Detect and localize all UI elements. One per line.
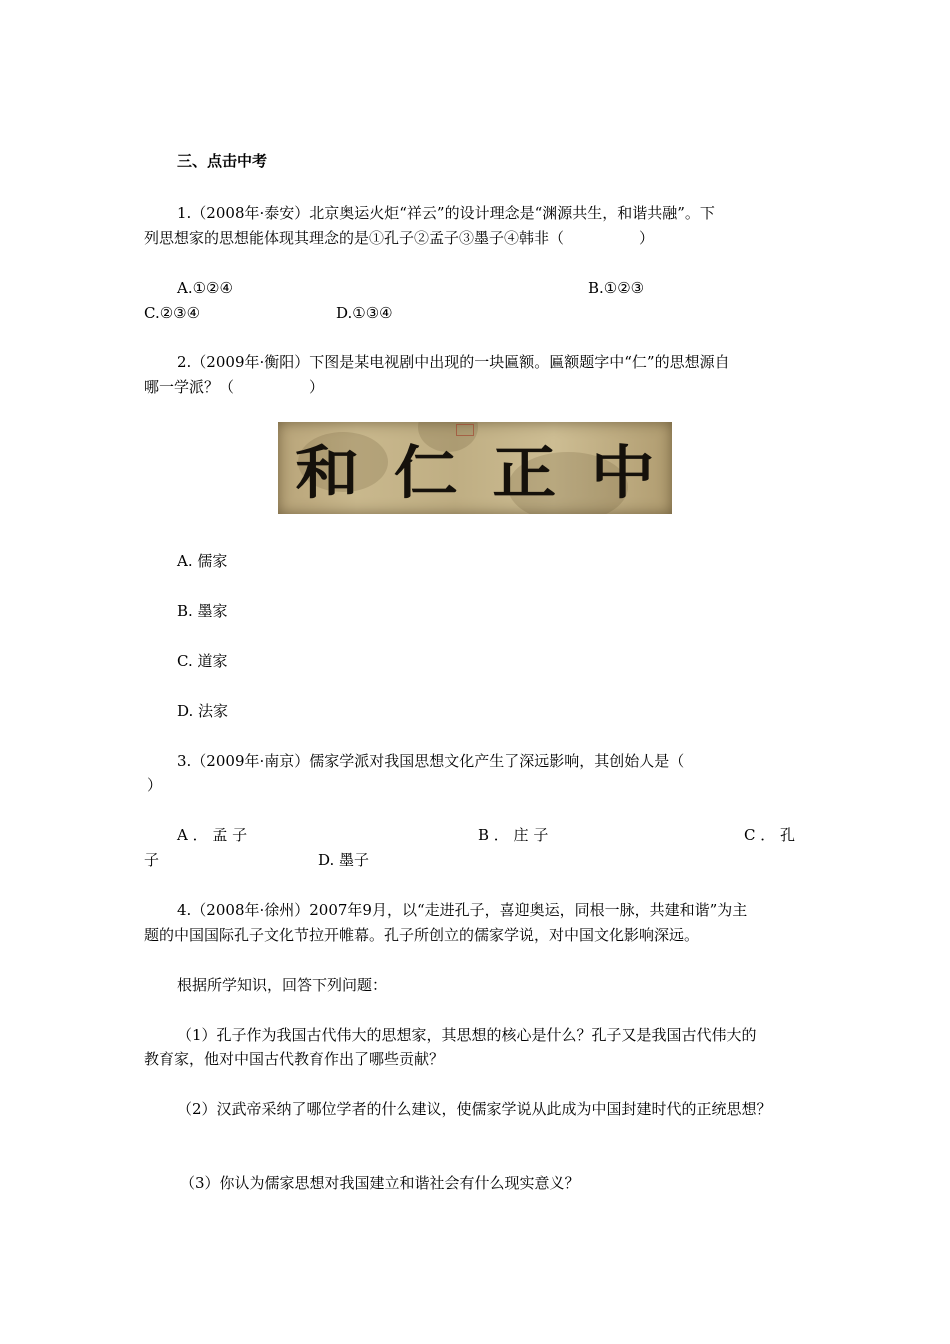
plaque-char-1: 和 — [295, 439, 360, 507]
q4-sub3: （3）你认为儒家思想对我国建立和谐社会有什么现实意义？ — [180, 1174, 580, 1192]
q4-stem-line1: 4.（2008年·徐州）2007年9月，以“走进孔子，喜迎奥运，同根一脉，共建和谐”为主 — [177, 901, 748, 919]
q4-sub1-line1: （1）孔子作为我国古代伟大的思想家，其思想的核心是什么？孔子又是我国古代伟大的 — [177, 1026, 757, 1044]
q3-option-c-cont: 子 — [144, 851, 160, 869]
q2-option-d: D. 法家 — [177, 702, 229, 720]
plaque-char-4: 中 — [590, 439, 655, 507]
q1-option-d: D.①③④ — [336, 304, 393, 322]
q2-stem-line2: 哪一学派？（ ） — [144, 378, 325, 396]
q3-stem-line2: ） — [147, 776, 163, 794]
q4-sub1-line2: 教育家，他对中国古代教育作出了哪些贡献？ — [144, 1050, 445, 1068]
section-title: 三、点击中考 — [177, 152, 268, 170]
q4-stem-line2: 题的中国国际孔子文化节拉开帷幕。孔子所创立的儒家学说，对中国文化影响深远。 — [144, 926, 700, 944]
q3-option-b: B ． 庄 子 — [478, 826, 549, 844]
q1-option-b: B.①②③ — [588, 279, 645, 297]
q1-option-c: C.②③④ — [144, 304, 201, 322]
q2-option-b: B. 墨家 — [177, 602, 228, 620]
q1-stem-line1: 1.（2008年·泰安）北京奥运火炬“祥云”的设计理念是“渊源共生，和谐共融”。下 — [177, 204, 715, 222]
plaque-char-2: 仁 — [393, 439, 458, 507]
q1-option-a: A.①②④ — [177, 279, 233, 297]
plaque-image — [278, 422, 672, 514]
q2-option-a: A. 儒家 — [177, 552, 228, 570]
q2-option-c: C. 道家 — [177, 652, 228, 670]
q3-option-a: A ． 孟 子 — [177, 826, 248, 844]
q4-prompt: 根据所学知识，回答下列问题： — [177, 976, 388, 994]
q3-option-c: C ． 孔 — [744, 826, 796, 844]
q4-sub2: （2）汉武帝采纳了哪位学者的什么建议，使儒家学说从此成为中国封建时代的正统思想？ — [177, 1100, 772, 1118]
q3-stem-line1: 3.（2009年·南京）儒家学派对我国思想文化产生了深远影响，其创始人是（ — [177, 752, 685, 770]
plaque-char-3: 正 — [492, 439, 557, 507]
q1-stem-line2: 列思想家的思想能体现其理念的是①孔子②孟子③墨子④韩非（ ） — [144, 229, 655, 247]
q2-stem-line1: 2.（2009年·衡阳）下图是某电视剧中出现的一块匾额。匾额题字中“仁”的思想源自 — [177, 353, 730, 371]
q3-option-d: D. 墨子 — [318, 851, 370, 869]
